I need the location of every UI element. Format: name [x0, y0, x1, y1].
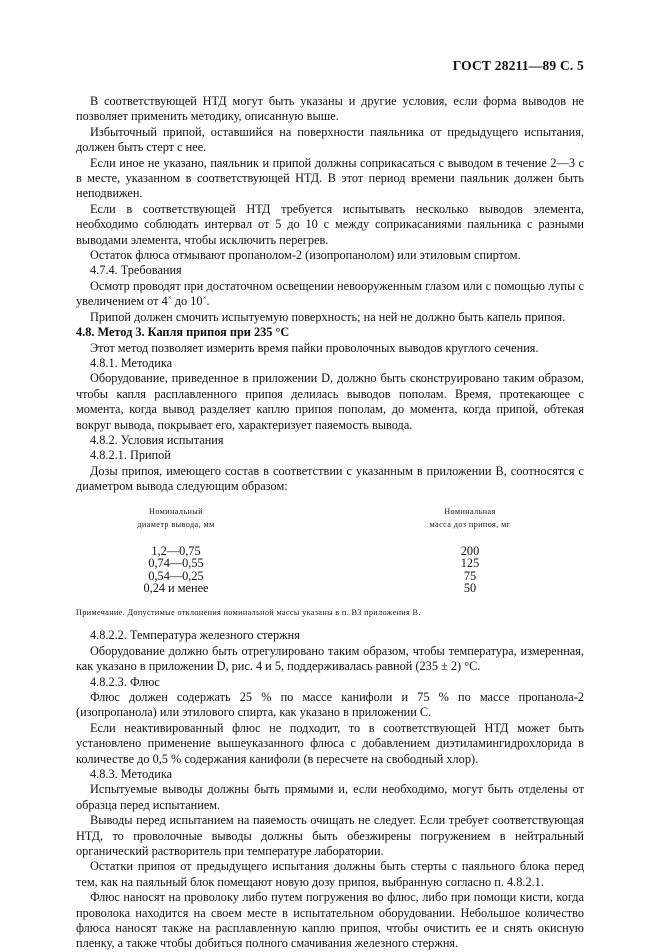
text-run: до 10: [171, 294, 203, 309]
paragraph: Оборудование должно быть отрегулировано таким образом, чтобы температура, измеренная, как указано в приложении D, рис. 4 и 5, поддерживалась равной (235 ± 2) °С.: [76, 643, 584, 674]
multiplication-sign: ×: [167, 294, 172, 303]
section-heading-4-8-2: 4.8.2. Условия испытания: [90, 432, 224, 447]
section-heading-4-8-1: 4.8.1. Методика: [90, 355, 173, 370]
multiplication-sign: ×: [202, 294, 207, 303]
table-cell: 0,74—0,55: [148, 556, 204, 571]
paragraph: Флюс наносят на проволоку либо путем погружения во флюс, либо при помощи кисти, когда проволока находится на своем месте в испытательном оборудовании. Небольшое количество флюса наносят также на расплавленную каплю припоя, чтобы очистить ее и снять окисную пленку, а также чтобы добиться полного смачивания железного стержня.: [76, 890, 584, 951]
table-cell: 1,2—0,75: [151, 543, 201, 558]
diameter-column: [76, 505, 276, 595]
paragraph: Этот метод позволяет измерить время пайки проволочных выводов круглого сечения.: [90, 340, 539, 355]
column-header-line: диаметр вывода, мм: [137, 520, 215, 530]
paragraph: Испытуемые выводы должны быть прямыми и, если необходимо, могут быть отделены от образца перед испытанием.: [76, 782, 584, 812]
table-cell: 200: [460, 543, 480, 558]
column-header: [76, 505, 276, 545]
paragraph: Если в соответствующей НТД требуется испытывать несколько выводов элемента, необходимо соблюдать интервал от 5 до 10 с между соприкасаниями паяльника с разными выводами элемента, чтобы исключить перегрев.: [76, 201, 584, 247]
table-cell: 125: [460, 556, 480, 571]
paragraph: Флюс должен содержать 25 % по массе канифоли и 75 % по массе пропанола-2 (изопропанола) или этилового спирта, как указано в приложении С.: [76, 689, 584, 720]
paragraph: Выводы перед испытанием на паяемость очищать не следует. Если требует соответствующая НТД, то проволочные выводы должны быть обезжирены погружением в нейтральный органический растворитель при температуре лаборатории.: [76, 813, 584, 859]
table-cell: 50: [463, 581, 477, 596]
column-header-line: масса доз припоя, мг: [429, 520, 511, 530]
text-run: Осмотр проводят при достаточном освещении невооруженным глазом или с помощью лупы с увеличением от 4: [76, 278, 584, 309]
table-cell: 0,24 и менее: [143, 581, 209, 596]
section-heading-4-8-3: 4.8.3. Методика: [90, 767, 173, 781]
page-header: ГОСТ 28211—89 С. 5: [452, 58, 584, 73]
text-run: .: [206, 294, 210, 309]
paragraph: Припой должен смочить испытуемую поверхность; на ней не должно быть капель припоя.: [90, 309, 566, 324]
paragraph: Дозы припоя, имеющего состав в соответствии с указанным в приложении В, соотносятся с диаметром вывода следующим образом:: [76, 463, 584, 494]
paragraph: Если неактивированный флюс не подходит, то в соответствующей НТД может быть установлено применение вышеуказанного флюса с добавлением диэтиламингидрохлорида в количестве до 0,5 % содержания канифоли (в пересчете на свободный хлор).: [76, 720, 584, 766]
table-cell: 0,54—0,25: [148, 568, 204, 583]
mass-column: [400, 505, 540, 595]
column-header-line: Номинальный: [149, 506, 203, 516]
paragraph: Остатки припоя от предыдущего испытания должны быть стерты с паяльного блока перед тем, как на паяльный блок помещают новую дозу припоя, выбранную согласно п. 4.8.2.1.: [76, 859, 584, 889]
document-body: [76, 94, 584, 952]
section-heading-4-8: 4.8. Метод 3. Капля припоя при 235 °С: [76, 325, 290, 340]
dose-table: [76, 505, 584, 595]
section-heading-4-8-2-2: 4.8.2.2. Температура железного стержня: [90, 628, 300, 643]
section-heading-4-8-2-1: 4.8.2.1. Припой: [90, 448, 171, 463]
paragraph: Оборудование, приведенное в приложении D, должно быть сконструировано таким образом, чтобы капля расплавленного припоя делилась выводов пополам. Время, протекающее с момента, когда вывод разделяет каплю припоя пополам, до момента, когда припой, обтекая вокруг вывода, покрывает его, характеризует паяемость вывода.: [76, 371, 584, 432]
paragraph: Остаток флюса отмывают пропанолом-2 (изопропанолом) или этиловым спиртом.: [90, 248, 521, 263]
paragraph: Избыточный припой, оставшийся на поверхности паяльника от предыдущего испытания, должен быть стерт с нее.: [76, 124, 584, 155]
column-header: [400, 505, 540, 545]
section-heading-4-7-4: 4.7.4. Требования: [90, 263, 182, 278]
table-note: Примечание. Допустимые отклонения номинальной массы указаны в п. В3 приложения В.: [76, 607, 421, 617]
section-heading-4-8-2-3: 4.8.2.3. Флюс: [90, 674, 160, 689]
paragraph: [76, 279, 584, 310]
column-header-line: Номинальная: [444, 506, 496, 516]
paragraph: В соответствующей НТД могут быть указаны и другие условия, если форма выводов не позволяет применить методику, описанную выше.: [76, 94, 584, 124]
paragraph: Если иное не указано, паяльник и припой должны соприкасаться с выводом в течение 2—3 с в месте, указанном в соответствующей НТД. В этот период времени паяльник должен быть неподвижен.: [76, 155, 584, 201]
table-cell: 75: [463, 568, 477, 583]
